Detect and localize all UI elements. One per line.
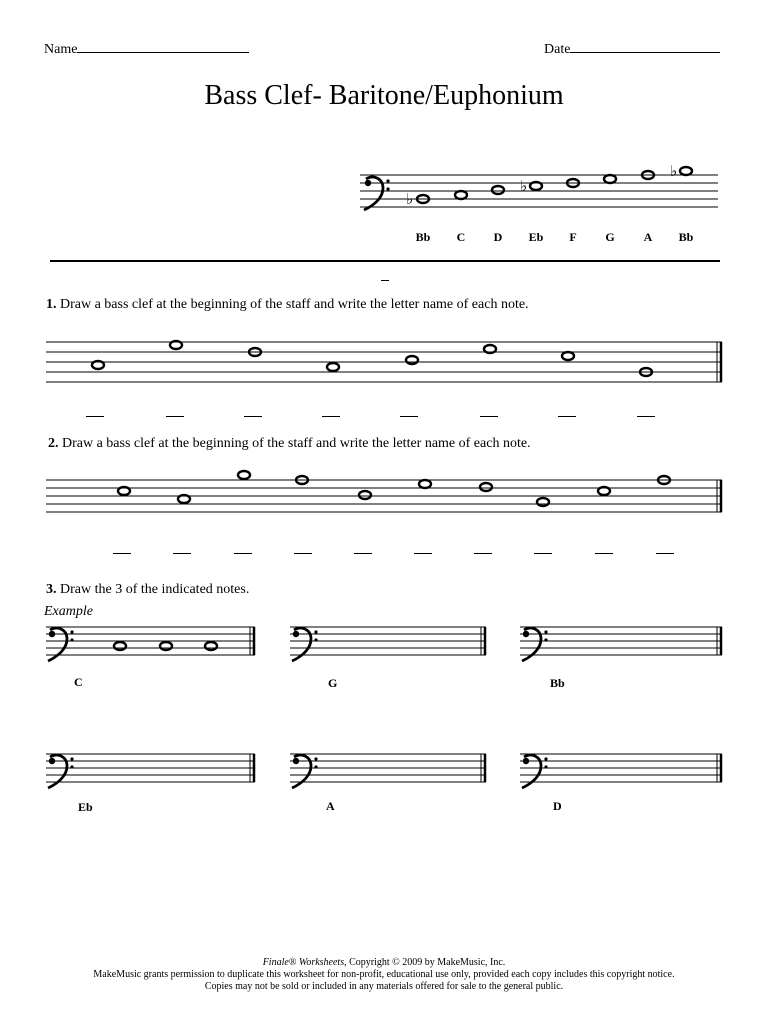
item-caption: Bb — [550, 676, 565, 690]
answer-blank[interactable] — [86, 416, 104, 417]
note — [406, 356, 418, 364]
answer-blank[interactable] — [534, 553, 552, 554]
answer-blank[interactable] — [354, 553, 372, 554]
reference-note-label: Bb — [678, 230, 694, 244]
flat-icon: ♭ — [406, 190, 414, 208]
bass-clef-icon — [292, 755, 318, 788]
reference-note-label: G — [605, 230, 615, 244]
item-caption: Eb — [78, 800, 93, 814]
answer-blank[interactable] — [656, 553, 674, 554]
answer-blank[interactable] — [400, 416, 418, 417]
example-label: Example — [44, 604, 93, 619]
section-divider — [50, 260, 720, 262]
answer-blank[interactable] — [113, 553, 131, 554]
instruction-1 — [46, 297, 529, 313]
staff-eb — [46, 754, 255, 788]
footer-product: Finale® Worksheets — [262, 957, 345, 968]
staff-g — [290, 627, 486, 661]
note — [492, 186, 504, 194]
note — [537, 498, 549, 506]
item-caption: G — [328, 676, 338, 690]
note — [205, 642, 217, 650]
item-caption: A — [326, 799, 335, 813]
footer — [0, 957, 768, 993]
answer-blank[interactable] — [294, 553, 312, 554]
footer-line-3: Copies may not be sold or included in any materials offered for sale to the general public. — [204, 981, 564, 992]
instruction-text: Draw the 3 of the indicated notes. — [60, 582, 250, 597]
reference-note-label: C — [456, 230, 466, 244]
reference-note-label: Eb — [528, 230, 544, 244]
footer-line-1 — [0, 957, 768, 969]
date-label: Date — [544, 42, 571, 57]
reference-note-label: F — [569, 230, 577, 244]
instruction-number: 3. — [46, 582, 57, 597]
instruction-number: 1. — [46, 297, 57, 312]
note — [562, 352, 574, 360]
instruction-text: Draw a bass clef at the beginning of the staff and write the letter name of each note. — [60, 297, 529, 312]
reference-staff — [360, 162, 718, 210]
bass-clef-icon — [48, 755, 74, 788]
note — [419, 480, 431, 488]
reference-note-label: A — [643, 230, 653, 244]
answer-blank[interactable] — [244, 416, 262, 417]
instruction-2 — [48, 436, 531, 452]
instruction-text: Draw a bass clef at the beginning of the staff and write the letter name of each note. — [62, 436, 531, 451]
footer-copyright: , Copyright © 2009 by MakeMusic, Inc. — [344, 957, 506, 968]
staff-bb — [520, 627, 722, 661]
item-caption: D — [553, 799, 562, 813]
staff-a — [290, 754, 486, 788]
staff-section-1 — [46, 341, 722, 382]
staff-example — [46, 627, 255, 661]
divider-tick — [381, 280, 389, 281]
note — [114, 642, 126, 650]
staff-section-2 — [46, 471, 722, 512]
answer-blank[interactable] — [474, 553, 492, 554]
answer-blank[interactable] — [414, 553, 432, 554]
instruction-3 — [46, 582, 249, 598]
answer-blank[interactable] — [234, 553, 252, 554]
bass-clef-icon — [522, 755, 548, 788]
note — [327, 363, 339, 371]
answer-blank[interactable] — [166, 416, 184, 417]
instruction-number: 2. — [48, 436, 59, 451]
answer-blank[interactable] — [173, 553, 191, 554]
item-caption: C — [74, 675, 83, 689]
name-label: Name — [44, 42, 78, 57]
reference-note-label: Bb — [415, 230, 431, 244]
footer-line-2: MakeMusic grants permission to duplicate this worksheet for non-profit, educational use only, provided each copy includes this copyright notice. — [93, 969, 675, 980]
bass-clef-icon — [48, 628, 74, 661]
note — [160, 642, 172, 650]
flat-icon: ♭ — [520, 177, 528, 195]
answer-blank[interactable] — [637, 416, 655, 417]
flat-icon: ♭ — [670, 162, 678, 180]
note — [604, 175, 616, 183]
page-title: Bass Clef- Baritone/Euphonium — [204, 80, 564, 111]
note — [455, 191, 467, 199]
answer-blank[interactable] — [595, 553, 613, 554]
answer-blank[interactable] — [322, 416, 340, 417]
answer-blank[interactable] — [480, 416, 498, 417]
bass-clef-icon — [292, 628, 318, 661]
note — [238, 471, 250, 479]
note — [480, 483, 492, 491]
reference-note-label: D — [493, 230, 503, 244]
answer-blank[interactable] — [558, 416, 576, 417]
note — [359, 491, 371, 499]
bass-clef-icon — [522, 628, 548, 661]
note — [680, 167, 692, 175]
bass-clef-icon — [364, 177, 390, 210]
staff-d — [520, 754, 722, 788]
note — [530, 182, 542, 190]
